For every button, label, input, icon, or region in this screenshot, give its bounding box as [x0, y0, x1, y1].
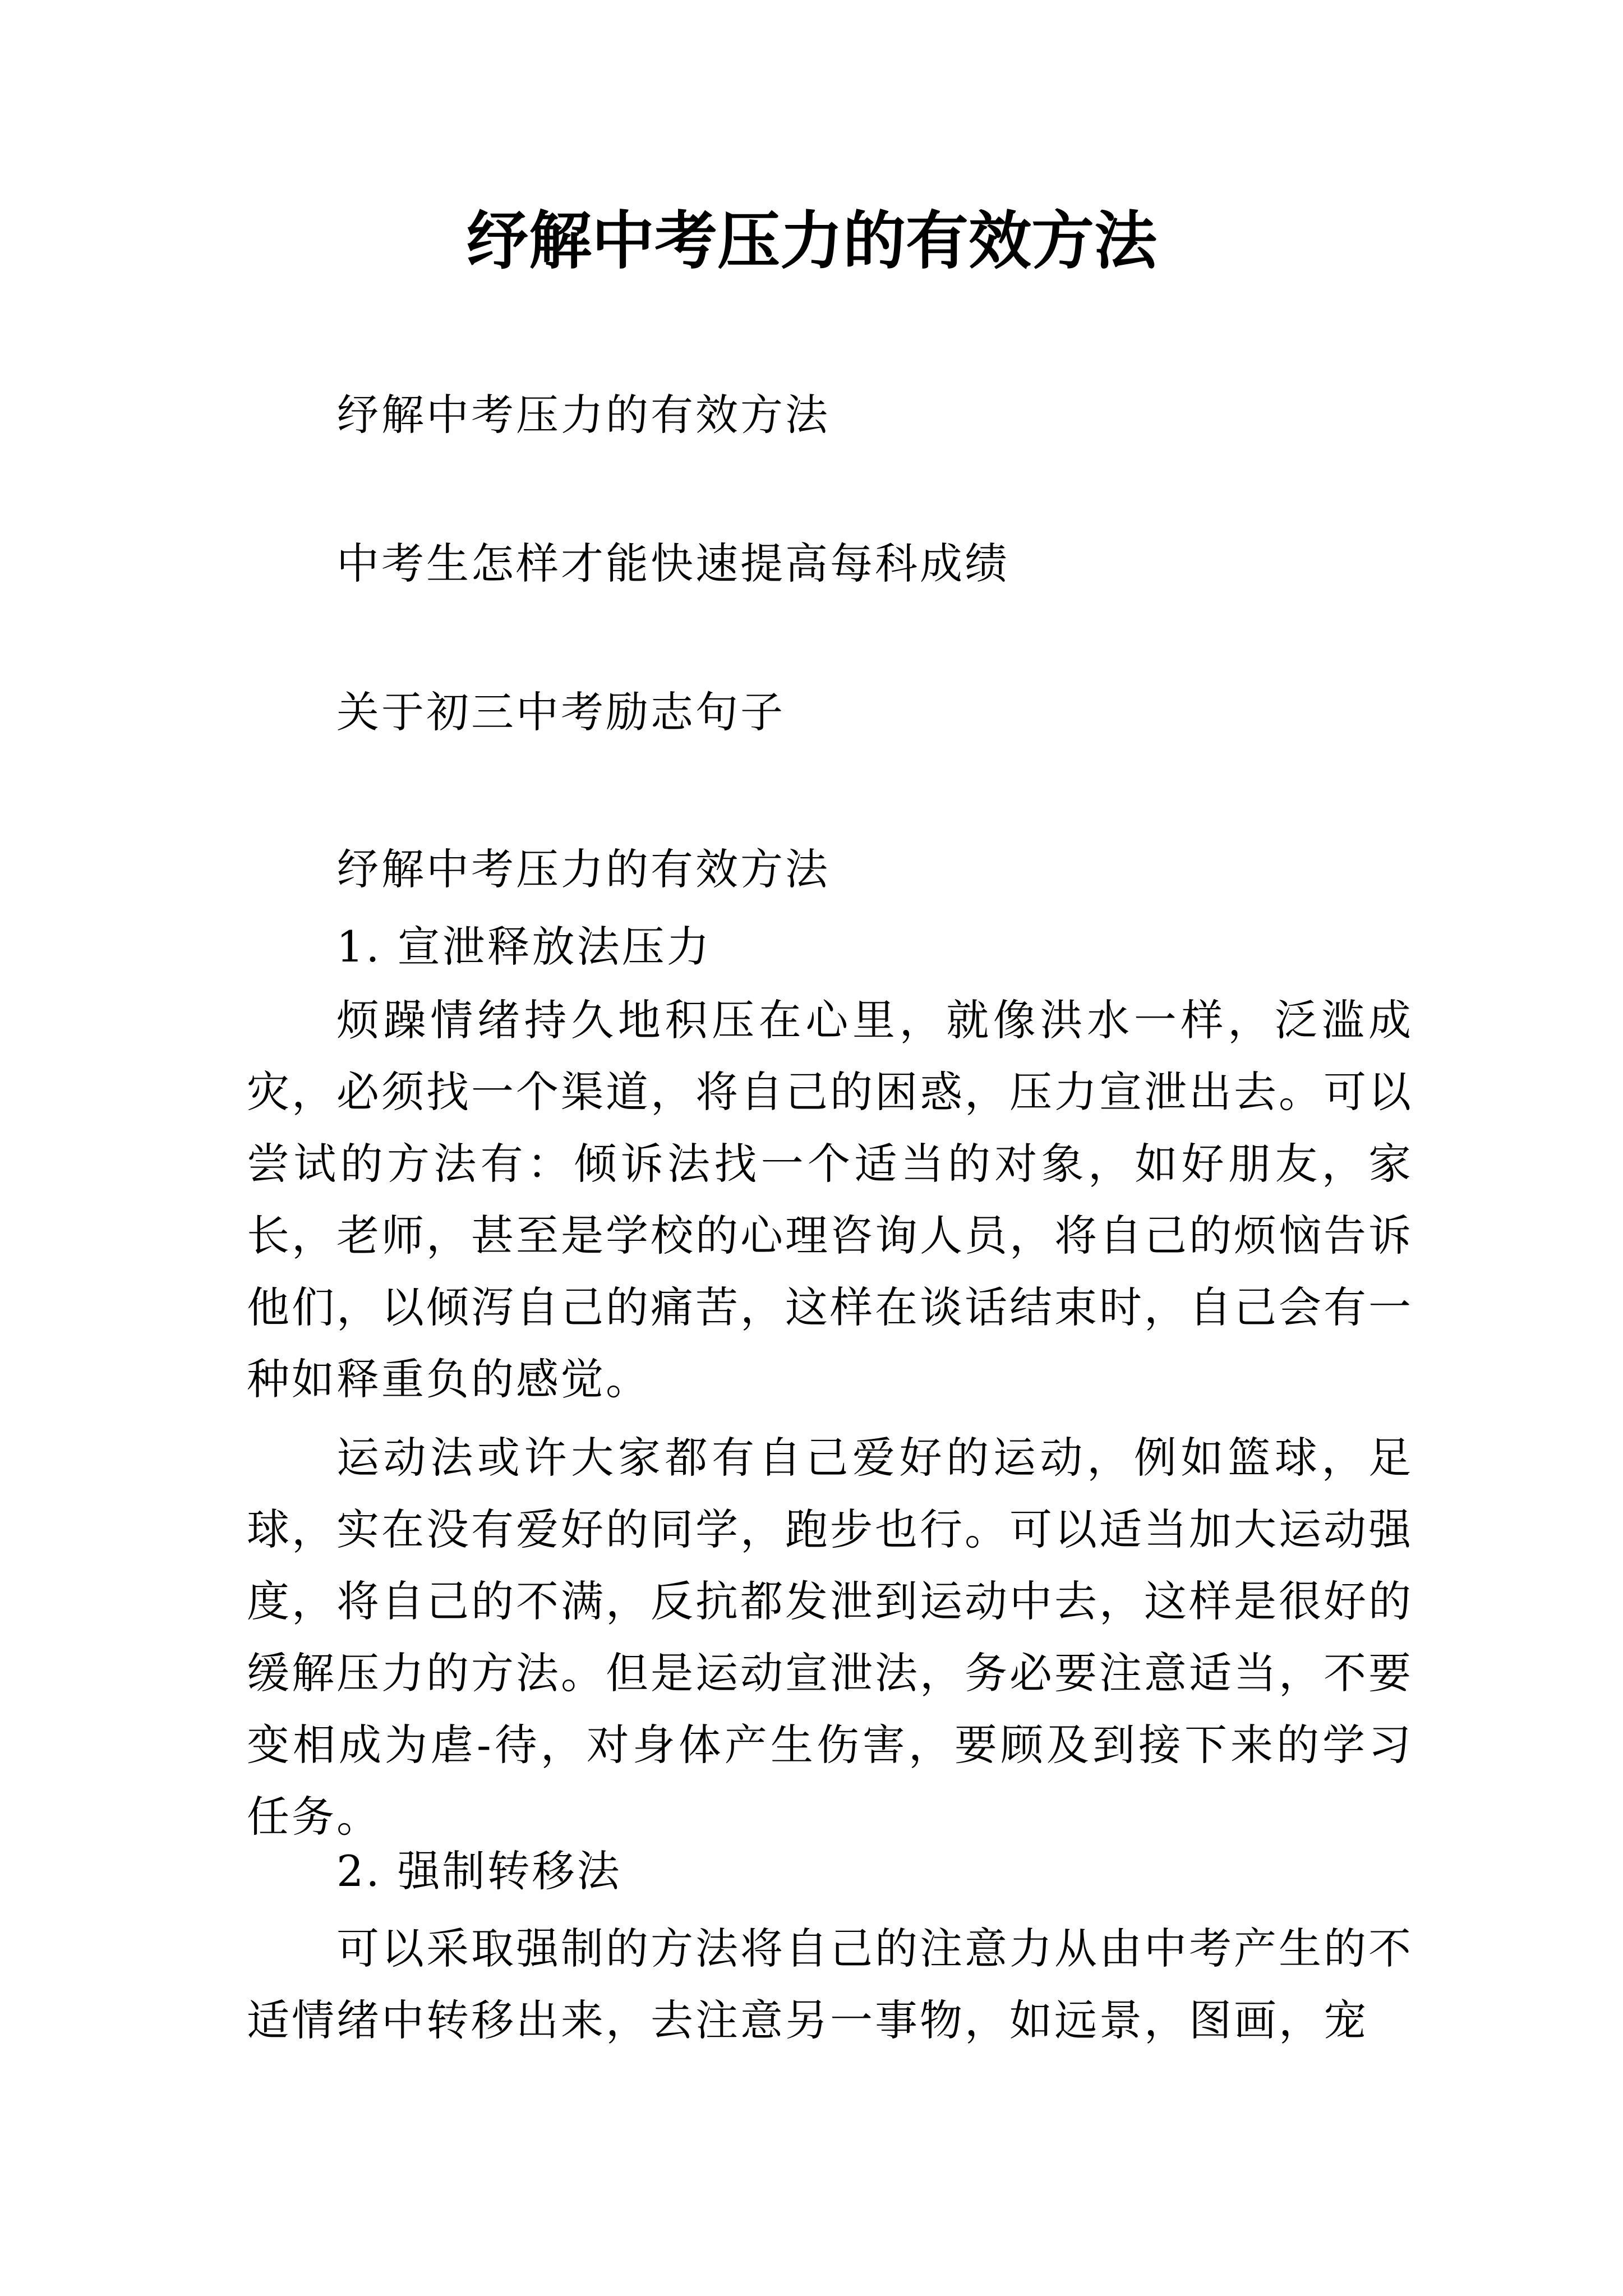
paragraph-2: 运动法或许大家都有自己爱好的运动，例如篮球，足球，实在没有爱好的同学，跑步也行。可以适当加大运动强度，将自己的不满，反抗都发泄到运动中去，这样是很好的缓解压力的方法。但是运动宣泄法，务必要注意适当，不要变相成为虐-待，对身体产生伤害，要顾及到接下来的学习任务。	[247, 1433, 1413, 1842]
subheading-2: 2. 强制转移法	[336, 1846, 622, 1896]
document-title: 纾解中考压力的有效方法	[466, 204, 1157, 278]
section-heading: 纾解中考压力的有效方法	[336, 844, 830, 894]
paragraph-3: 可以采取强制的方法将自己的注意力从由中考产生的不适情绪中转移出来，去注意另一事物，如远景，图画，宠	[247, 1924, 1413, 2045]
paragraph-1: 烦躁情绪持久地积压在心里，就像洪水一样，泛滥成灾，必须找一个渠道，将自己的困惑，压力宣泄出去。可以尝试的方法有：倾诉法找一个适当的对象，如好朋友，家长，老师，甚至是学校的心理咨询人员，将自己的烦恼告诉他们，以倾泻自己的痛苦，这样在谈话结束时，自己会有一种如释重负的感觉。	[247, 995, 1413, 1404]
related-link-3[interactable]: 关于初三中考励志句子	[336, 687, 785, 737]
related-link-1[interactable]: 纾解中考压力的有效方法	[336, 390, 830, 440]
related-link-2[interactable]: 中考生怎样才能快速提高每科成绩	[336, 539, 1009, 588]
subheading-1: 1. 宣泄释放法压力	[336, 922, 712, 972]
